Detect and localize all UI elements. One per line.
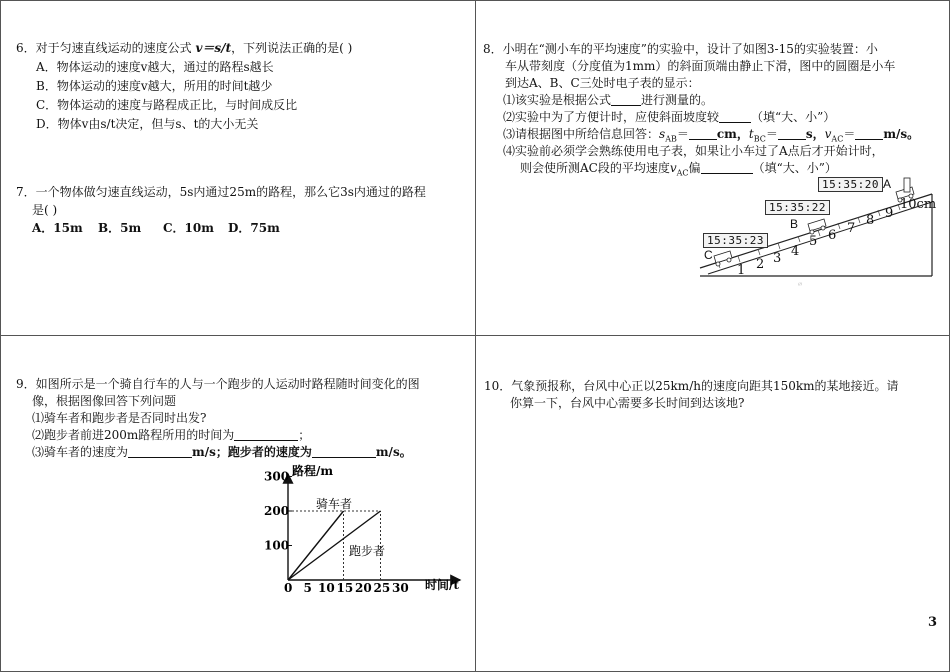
q9-sub2: ⑵跑步者前进200m路程所用的时间为 ； [32, 428, 311, 442]
q8-sub2: ⑵实验中为了方便计时，应使斜面坡度较 （填“大、小”） [503, 110, 836, 124]
ruler-mark-8: 8 [866, 213, 875, 228]
q8-sub4-line2: 则会使所测AC段的平均速度$v_{AC}$偏 （填“大、小”） [520, 161, 837, 178]
ruler-mark-1: 1 [737, 263, 746, 278]
ruler-mark-7: 7 [847, 221, 856, 236]
x-tick-label-25: 25 [373, 581, 391, 595]
q9-stem-line1: 9．如图所示是一个骑自行车的人与一个跑步的人运动时路程随时间变化的图 [16, 377, 420, 391]
q9-sub3: ⑶骑车者的速度为 m/s；跑步者的速度为 m/s。 [32, 445, 412, 459]
clock-c: 15:35:23 [703, 233, 768, 248]
q10-stem-line2: 你算一下，台风中心需要多长时间到达该地? [510, 396, 745, 410]
q6-option-b: B．物体运动的速度v越大，所用的时间t越少 [36, 79, 273, 93]
x-axis-label: 时间/t [425, 578, 459, 592]
ruler-mark-4: 4 [791, 244, 800, 259]
q7-stem-line2: 是( ) [32, 203, 58, 217]
series-label-cyclist: 骑车者 [316, 497, 353, 511]
q7-option-d: D．75m [228, 221, 280, 235]
label-a: A [883, 177, 892, 191]
clock-b: 15:35:22 [765, 200, 830, 215]
y-tick-label-300: 300 [264, 469, 290, 484]
q10-stem-line1: 10．气象预报称，台风中心正以25km/h的速度向距其150km的某地接近。请 [484, 379, 899, 393]
series-label-runner: 跑步者 [349, 544, 386, 558]
y-tick-label-200: 200 [264, 504, 290, 518]
q9-stem-line2: 像，根据图像回答下列问题 [32, 394, 177, 408]
x-tick-label-5: 5 [303, 581, 312, 595]
label-c: C [704, 248, 713, 262]
ruler-mark-2: 2 [756, 257, 765, 272]
q7-option-c: C．10m [163, 221, 214, 235]
label-b: B [790, 217, 799, 231]
page-number: 3 [928, 615, 938, 630]
q7-stem-line1: 7．一个物体做匀速直线运动，5s内通过25m的路程，那么它3s内通过的路程 [16, 185, 426, 199]
distance-time-chart [262, 460, 472, 595]
q6-option-d: D．物体v由s/t决定，但与s、t的大小无关 [36, 117, 259, 131]
ruler-mark-10: 10cm [900, 197, 937, 212]
ruler-mark-6: 6 [828, 228, 837, 243]
ruler-mark-3: 3 [773, 251, 782, 266]
q8-stem-line2: 车从带刻度（分度值为1mm）的斜面顶端由静止下滑，图中的圆圈是小车 [505, 59, 896, 73]
x-tick-label-20: 20 [355, 581, 372, 595]
clock-a: 15:35:20 [818, 177, 883, 192]
q6-stem: 6．对于匀速直线运动的速度公式 v＝s/t，下列说法正确的是( ) [16, 41, 353, 55]
cart-c [714, 251, 732, 266]
q8-stem-line1: 8．小明在“测小车的平均速度”的实验中，设计了如图3-15的实验装置：小 [483, 42, 878, 56]
x-tick-label-15: 15 [336, 581, 354, 595]
x-tick-label-30: 30 [392, 581, 409, 595]
q6-option-c: C．物体运动的速度与路程成正比，与时间成反比 [36, 98, 298, 112]
q9-sub1: ⑴骑车者和跑步者是否同时出发? [32, 411, 207, 425]
figure-caption-mark: /// [798, 281, 803, 286]
q7-option-b: B．5m [98, 221, 142, 235]
ruler-mark-9: 9 [885, 206, 894, 221]
cart-b [808, 219, 826, 234]
q6-option-a: A．物体运动的速度v越大，通过的路程s越长 [36, 60, 274, 74]
stopper [904, 178, 910, 192]
q8-sub3: ⑶请根据图中所给信息回答：$s_{AB}=$ cm，$t_{BC}= s$，$v_{AC}= m/s$。 [503, 127, 920, 144]
y-axis-label: 路程/m [292, 464, 334, 478]
x-tick-label-0: 0 [284, 581, 293, 595]
q7-option-a: A．15m [32, 221, 83, 235]
q8-stem-line3: 到达A、B、C三处时电子表的显示： [505, 76, 700, 90]
q8-sub4-line1: ⑷实验前必须学会熟练使用电子表，如果让小车过了A点后才开始计时， [503, 144, 884, 158]
x-tick-label-10: 10 [318, 581, 335, 595]
q8-sub1: ⑴该实验是根据公式 进行测量的。 [503, 93, 714, 107]
ruler-mark-5: 5 [809, 234, 818, 249]
y-tick-label-100: 100 [264, 538, 290, 553]
